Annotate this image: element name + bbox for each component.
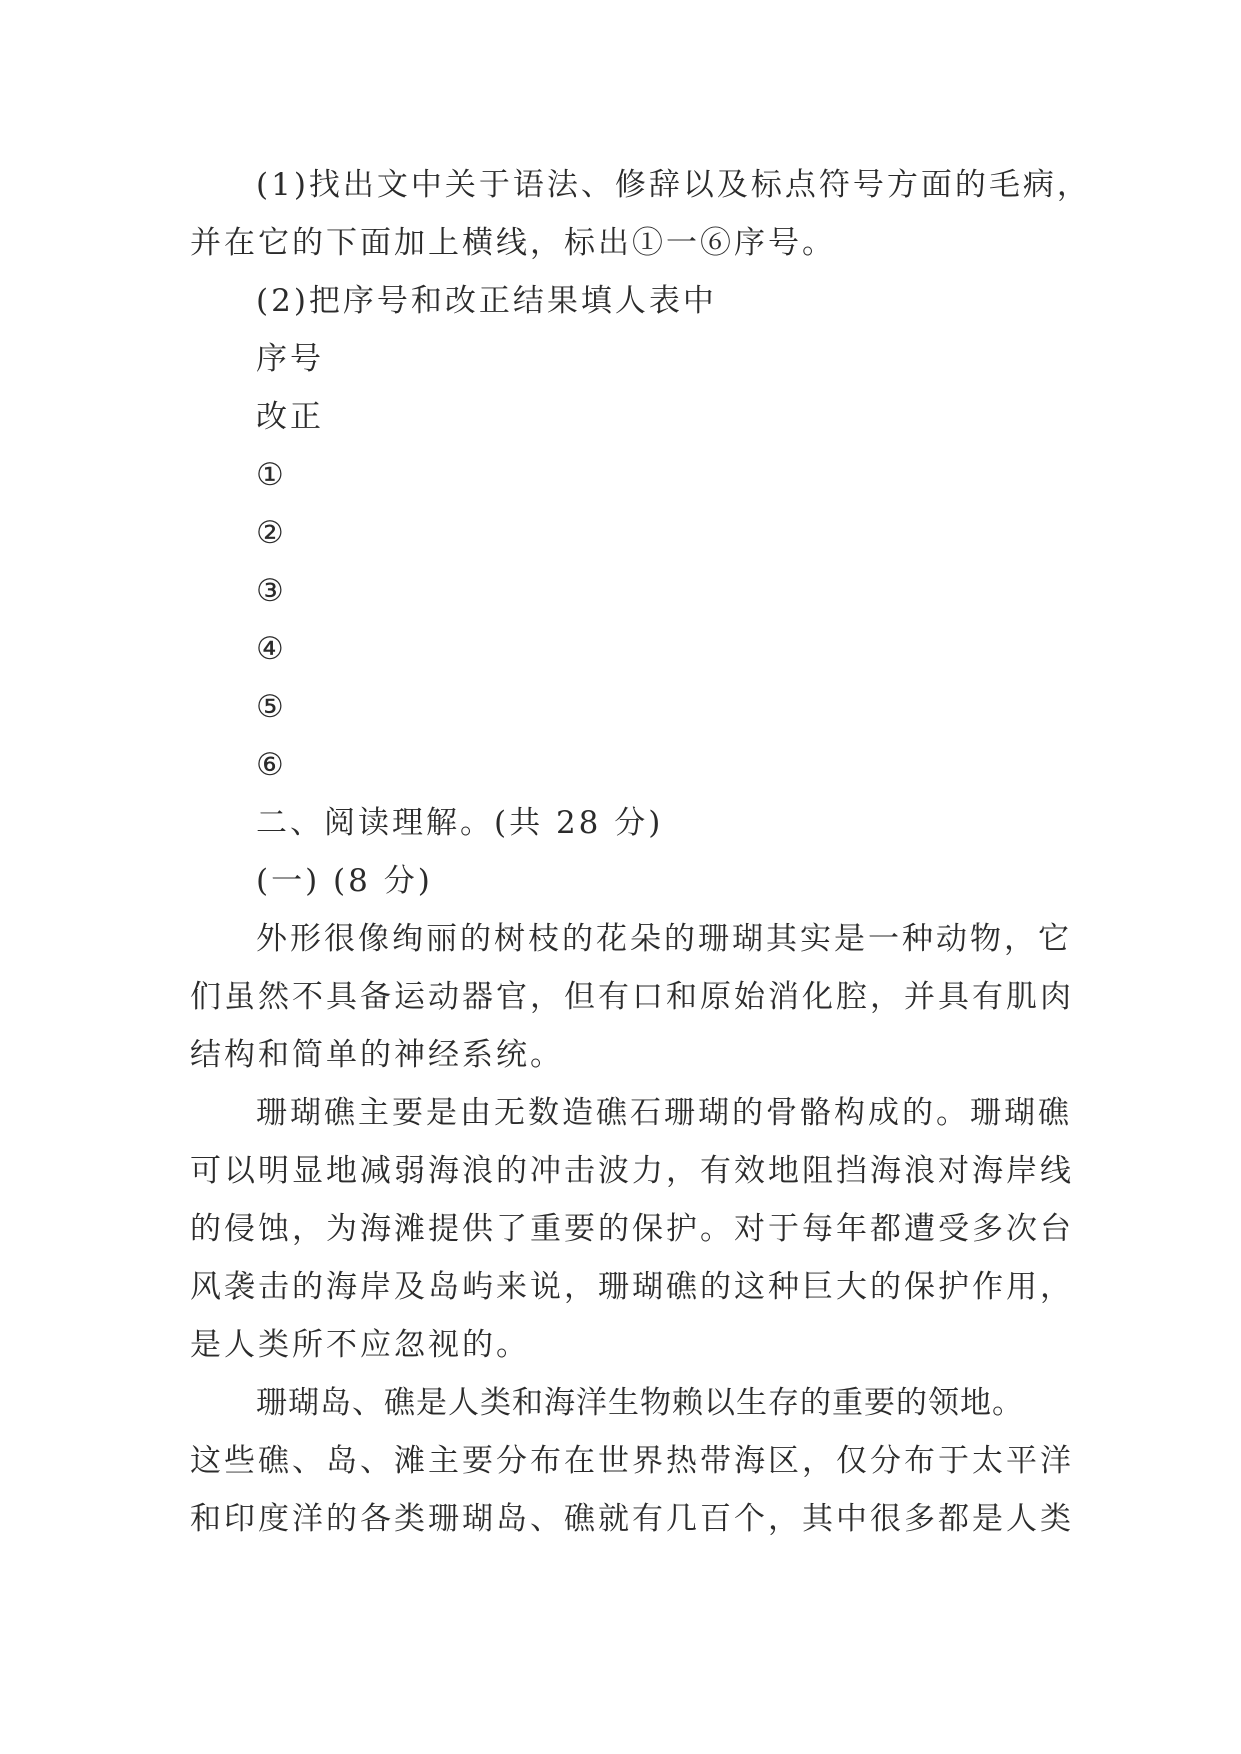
paragraph-2-line-2: 可以明显地减弱海浪的冲击波力，有效地阻挡海浪对海岸线: [190, 1153, 1074, 1189]
paragraph-2-line-5: 是人类所不应忽视的。: [190, 1327, 530, 1363]
answer-slot-5: ⑤: [256, 689, 287, 725]
paragraph-2-line-3: 的侵蚀，为海滩提供了重要的保护。对于每年都遭受多次台: [190, 1211, 1074, 1247]
paragraph-2-line-4: 风袭击的海岸及岛屿来说，珊瑚礁的这种巨大的保护作用，: [190, 1269, 1074, 1305]
answer-slot-6: ⑥: [256, 747, 287, 783]
paragraph-2-line-1: 珊瑚礁主要是由无数造礁石珊瑚的骨骼构成的。珊瑚礁: [256, 1095, 1072, 1131]
answer-slot-1: ①: [256, 457, 287, 493]
answer-slot-2: ②: [256, 515, 287, 551]
question-part-1-line-2: 并在它的下面加上横线，标出①一⑥序号。: [190, 225, 836, 261]
paragraph-3-line-1: 珊瑚岛、礁是人类和海洋生物赖以生存的重要的领地。: [256, 1385, 1024, 1421]
document-page: [190, 156, 1091, 1548]
paragraph-1-line-2: 们虽然不具备运动器官，但有口和原始消化腔，并具有肌肉: [190, 979, 1074, 1015]
answer-slot-4: ④: [256, 631, 287, 667]
paragraph-1-line-3: 结构和简单的神经系统。: [190, 1037, 564, 1073]
answer-slot-3: ③: [256, 573, 287, 609]
paragraph-3-line-2: 这些礁、岛、滩主要分布在世界热带海区，仅分布于太平洋: [190, 1443, 1074, 1479]
question-part-2: (2)把序号和改正结果填人表中: [256, 283, 717, 319]
table-header-correction: 改正: [256, 399, 324, 435]
paragraph-1-line-1: 外形很像绚丽的树枝的花朵的珊瑚其实是一种动物，它: [256, 921, 1072, 957]
subsection-heading-1: (一) (8 分): [256, 863, 433, 899]
section-heading-reading: 二、阅读理解。(共 28 分): [256, 805, 664, 841]
table-header-number: 序号: [256, 341, 324, 377]
question-part-1-line-1: (1)找出文中关于语法、修辞以及标点符号方面的毛病，: [256, 167, 1091, 203]
paragraph-3-line-3: 和印度洋的各类珊瑚岛、礁就有几百个，其中很多都是人类: [190, 1501, 1074, 1537]
